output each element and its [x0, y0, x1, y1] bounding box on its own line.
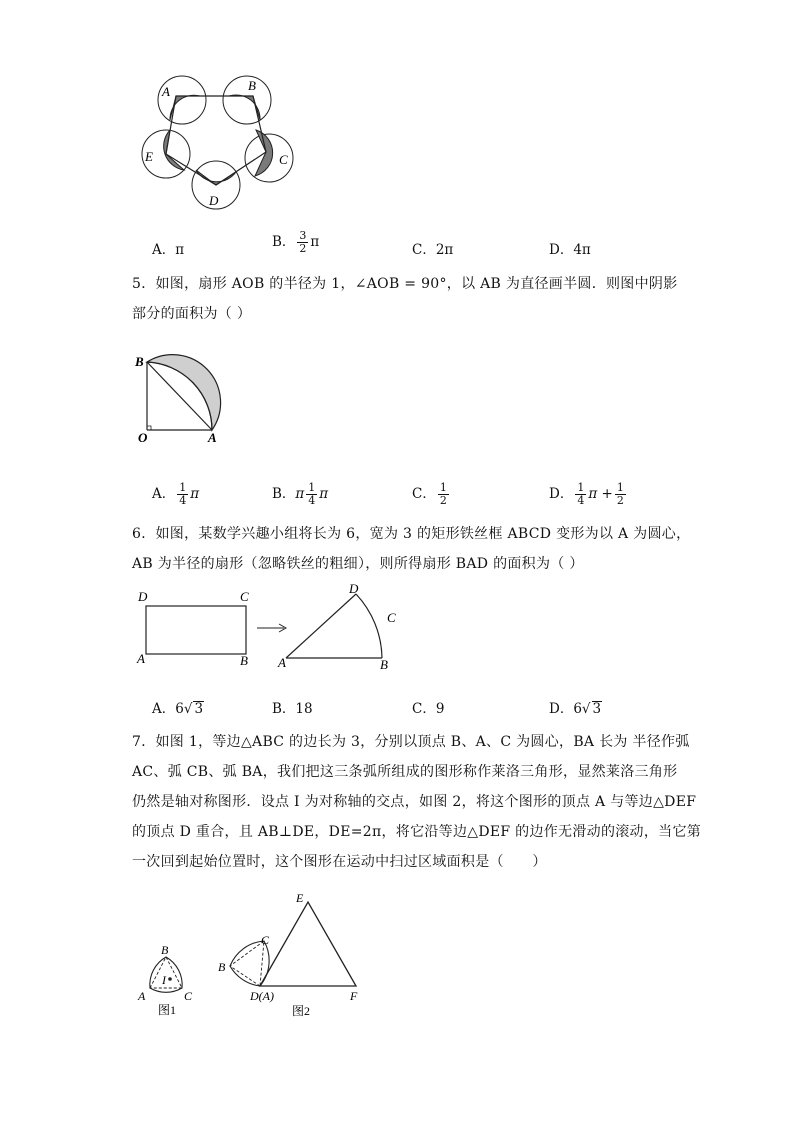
q4-option-c[interactable] — [412, 238, 453, 258]
label-b: B — [135, 354, 144, 369]
label-a: A — [138, 989, 146, 1003]
fraction: $\frac{1}{4}$ — [577, 481, 585, 507]
option-key: C． — [412, 701, 436, 717]
option-key: B． — [272, 234, 296, 250]
option-text: π + — [588, 486, 613, 502]
option-key: A． — [152, 701, 176, 717]
sector-d — [196, 170, 236, 185]
sector-label-c: C — [387, 610, 396, 625]
figure-caption: 图2 — [292, 1004, 311, 1018]
label-c: C — [261, 933, 270, 947]
q7-stem-line1: 7．如图 1，等边△ABC 的边长为 3，分别以顶点 B、A、C 为圆心，BA 长为 半径作弧 — [132, 734, 690, 750]
option-key: B． — [272, 486, 296, 502]
q7-stem-line2: AC、弧 CB、弧 BA，我们把这三条弧所组成的图形称作莱洛三角形，显然莱洛三角形 — [132, 764, 678, 780]
q6-option-b[interactable] — [272, 697, 313, 717]
q6-option-c[interactable] — [412, 697, 444, 717]
inner-triangle — [230, 941, 264, 986]
option-text: π — [310, 234, 320, 250]
option-text: 18 — [295, 701, 313, 717]
sector-label-a: A — [278, 655, 286, 670]
fraction: $\frac{1}{2}$ — [439, 481, 447, 507]
label-b: B — [161, 943, 169, 957]
option-text: π — [175, 242, 185, 258]
option-key: D． — [549, 701, 574, 717]
q7-figure-1 — [130, 938, 210, 1020]
rectangle-abcd — [146, 606, 246, 654]
sqrt-sign: √ — [581, 701, 591, 717]
q6-option-d[interactable] — [549, 697, 602, 717]
circle-b — [223, 76, 271, 124]
option-text: 6 — [175, 701, 184, 717]
pentagon — [166, 96, 266, 185]
label-c: C — [240, 589, 249, 604]
q7-stem-line3: 仍然是轴对称图形．设点 I 为对称轴的交点，如图 2，将这个图形的顶点 A 与等边△DEF — [132, 794, 697, 810]
q6-figure — [130, 584, 410, 672]
sector-label-d: D — [349, 584, 359, 596]
option-key: D． — [549, 486, 574, 502]
q5-stem-line1: 5．如图，扇形 AOB 的半径为 1，∠AOB = 90°，以 AB 为直径画半圆．则图中阴影 — [132, 276, 678, 292]
q4-option-a[interactable] — [152, 238, 184, 258]
option-key: B． — [272, 701, 296, 717]
sector-arc — [356, 594, 382, 658]
q5-stem-line2: 部分的面积为（ ） — [132, 306, 252, 322]
option-text: 6 — [573, 701, 582, 717]
label-b: B — [248, 78, 256, 93]
q5-option-b[interactable] — [272, 482, 328, 507]
label-c: C — [279, 152, 288, 167]
label-d: D — [209, 193, 219, 208]
q5-figure — [128, 342, 248, 448]
q7-stem-line5: 一次回到起始位置时，这个图形在运动中扫过区域面积是（ ） — [132, 854, 547, 870]
q6-stem-line1: 6．如图，某数学兴趣小组将长为 6，宽为 3 的矩形铁丝框 ABCD 变形为以 A 为圆心， — [132, 526, 691, 542]
sector-label-b: B — [380, 657, 388, 672]
shaded-lune — [147, 355, 221, 430]
fraction: $\frac{3}{2}$ — [299, 229, 307, 255]
q6-option-a[interactable] — [152, 697, 204, 717]
option-text: 4π — [573, 242, 591, 258]
label-a: A — [137, 651, 145, 666]
triangle-def — [260, 902, 356, 986]
label-d: D — [138, 589, 148, 604]
q7-stem-line4: 的顶点 D 重合，且 AB⊥DE，DE=2π，将它沿等边△DEF 的边作无滑动的滚动，当它第 — [132, 824, 702, 840]
label-e: E — [145, 149, 153, 164]
label-a: A — [162, 84, 170, 99]
label-b: B — [218, 960, 226, 974]
inner-triangle — [150, 957, 182, 988]
option-key: D． — [549, 242, 574, 258]
q4-option-b[interactable] — [272, 230, 319, 255]
point-i — [168, 977, 172, 981]
label-f: F — [350, 989, 358, 1003]
option-text: π — [319, 486, 329, 502]
sqrt-radicand: 3 — [194, 701, 204, 717]
label-c: C — [184, 989, 193, 1003]
q5-option-c[interactable] — [412, 482, 451, 507]
right-angle-mark — [147, 426, 151, 430]
label-b: B — [240, 653, 248, 668]
option-text: 9 — [435, 701, 445, 717]
option-text: 2π — [435, 242, 454, 258]
option-text: π — [190, 486, 200, 502]
q4-figure — [138, 68, 308, 216]
fraction: $\frac{1}{2}$ — [616, 481, 624, 507]
q4-option-d[interactable] — [549, 238, 591, 258]
fraction: $\frac{1}{4}$ — [308, 481, 316, 507]
sqrt-sign: √ — [183, 701, 193, 717]
option-key: A． — [152, 242, 176, 258]
label-e: E — [296, 891, 304, 905]
figure-caption: 图1 — [158, 1003, 177, 1017]
option-key: A． — [152, 486, 176, 502]
q5-option-a[interactable] — [152, 482, 199, 507]
option-key: C． — [412, 486, 436, 502]
sector-side-ad — [286, 594, 356, 658]
label-i: I — [162, 973, 166, 987]
fraction: $\frac{1}{4}$ — [179, 481, 187, 507]
q7-figure-2 — [214, 886, 364, 1022]
label-a: A — [208, 430, 217, 445]
label-o: O — [138, 430, 148, 445]
q5-option-d[interactable] — [549, 482, 628, 507]
sqrt-radicand: 3 — [592, 701, 602, 717]
option-key: C． — [412, 242, 436, 258]
option-text: π — [295, 486, 305, 502]
label-da: D(A) — [250, 989, 274, 1003]
q6-stem-line2: AB 为半径的扇形（忽略铁丝的粗细），则所得扇形 BAD 的面积为（ ） — [132, 556, 584, 572]
reuleaux-triangle — [150, 957, 182, 992]
